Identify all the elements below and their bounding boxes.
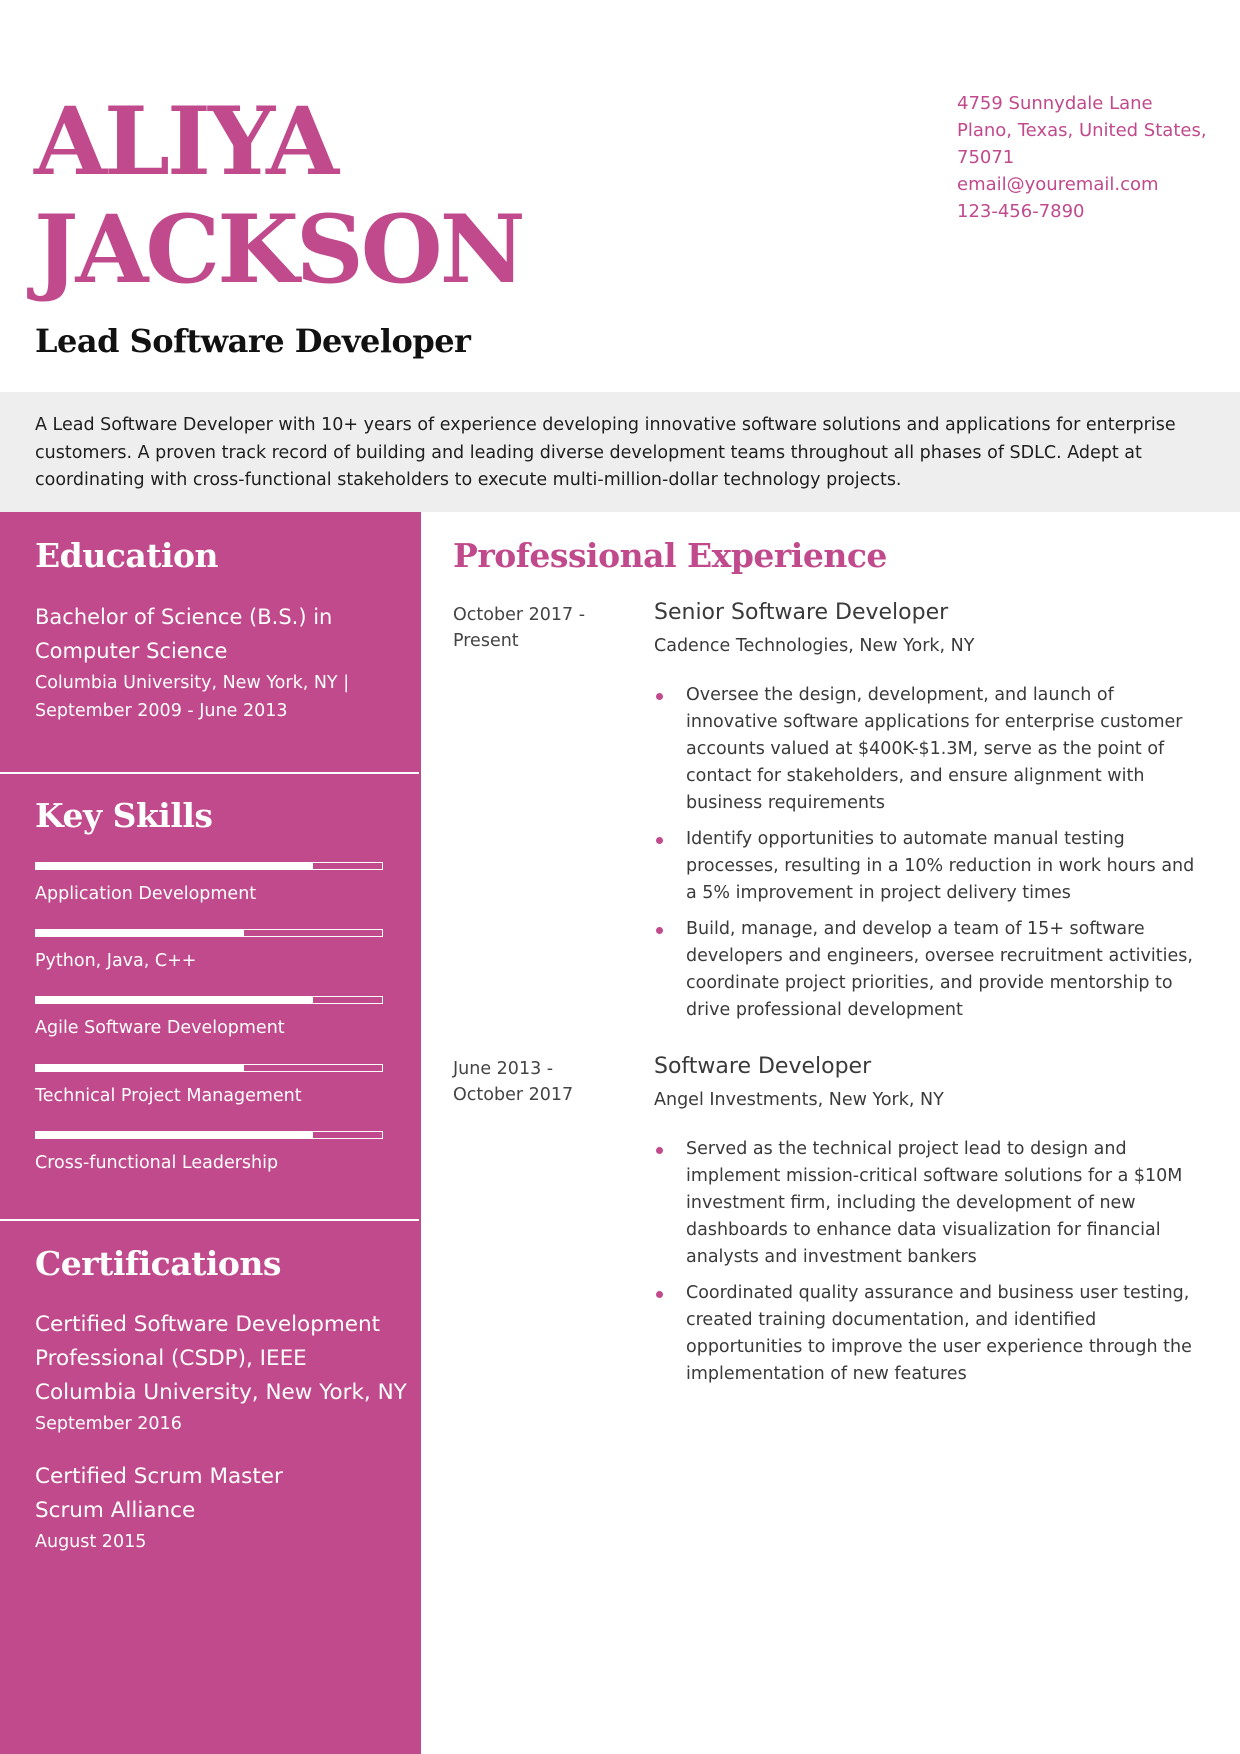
skill-item xyxy=(35,1064,385,1106)
certifications-heading: Certifications xyxy=(35,1244,281,1283)
job-title: Lead Software Developer xyxy=(35,322,471,360)
sidebar xyxy=(0,512,421,1754)
skill-bar xyxy=(35,862,383,870)
certification-date: August 2015 xyxy=(35,1532,147,1552)
job-bullet: Build, manage, and develop a team of 15+ software developers and engineers, oversee recruitment activities, coordinate project priorities, and provide mentorship to drive professional development xyxy=(654,916,1209,1024)
address-line-3: 75071 xyxy=(957,147,1015,168)
skill-bar-fill xyxy=(36,997,313,1003)
sidebar-divider xyxy=(0,1219,419,1221)
job-bullet: Served as the technical project lead to design and implement mission-critical software solutions for a $10M investment firm, including the development of new dashboards to enhance data visualization for financial analysts and investment bankers xyxy=(654,1136,1209,1271)
phone-text: 123-456-7890 xyxy=(957,201,1085,222)
certification-org: Scrum Alliance xyxy=(35,1498,196,1523)
skill-item xyxy=(35,929,385,971)
first-name: ALIYA xyxy=(34,87,337,197)
job-dates: October 2017 - Present xyxy=(453,605,586,651)
skill-label: Application Development xyxy=(35,884,257,904)
skill-bar-fill xyxy=(36,1132,313,1138)
skill-bar xyxy=(35,1064,383,1072)
certification-name: Certified Software Development Professional (CSDP), IEEE xyxy=(35,1312,381,1371)
contact-block xyxy=(957,90,1227,225)
address-line-2: Plano, Texas, United States, xyxy=(957,120,1207,141)
job-dates: June 2013 - October 2017 xyxy=(453,1059,574,1105)
skill-bar xyxy=(35,1131,383,1139)
job-bullet: Coordinated quality assurance and business user testing, created training documentation, and identified opportunities to improve the user experience through the implementation of new features xyxy=(654,1280,1209,1388)
education-dates: September 2009 - June 2013 xyxy=(35,701,288,721)
last-name: JACKSON xyxy=(34,195,523,305)
skill-label: Python, Java, C++ xyxy=(35,951,197,971)
education-degree: Bachelor of Science (B.S.) in Computer Science xyxy=(35,605,333,663)
email-text: email@youremail.com xyxy=(957,174,1159,195)
certification-item xyxy=(35,1308,415,1438)
sidebar-divider xyxy=(0,772,419,774)
summary-band xyxy=(0,392,1240,512)
job-role: Senior Software Developer xyxy=(654,600,949,625)
experience-heading: Professional Experience xyxy=(453,536,887,575)
job-bullet-list xyxy=(654,682,1209,1033)
skill-item xyxy=(35,862,385,904)
certification-date: September 2016 xyxy=(35,1414,182,1434)
skill-bar xyxy=(35,996,383,1004)
skill-item xyxy=(35,1131,385,1173)
summary-text: A Lead Software Developer with 10+ years of experience developing innovative software solutions and applications for enterprise customers. A proven track record of building and leading diverse development teams throughout all phases of SDLC. Adept at coordinating with cross-functional stakeholders to execute multi-million-dollar technology projects. xyxy=(35,415,1176,490)
job-role: Software Developer xyxy=(654,1054,872,1079)
skill-bar xyxy=(35,929,383,937)
education-school: Columbia University, New York, NY | xyxy=(35,673,350,693)
skill-label: Technical Project Management xyxy=(35,1086,302,1106)
job-bullet: Oversee the design, development, and launch of innovative software applications for enterprise customer accounts valued at $400K-$1.3M, serve as the point of contact for stakeholders, and ensure alignment with business requirements xyxy=(654,682,1209,817)
certification-org: Columbia University, New York, NY xyxy=(35,1380,407,1405)
skill-label: Agile Software Development xyxy=(35,1018,285,1038)
skill-bar-fill xyxy=(36,863,313,869)
job-company: Angel Investments, New York, NY xyxy=(654,1090,944,1110)
job-bullet: Identify opportunities to automate manual testing processes, resulting in a 10% reduction in work hours and a 5% improvement in project delivery times xyxy=(654,826,1209,907)
skill-bar-fill xyxy=(36,930,244,936)
job-company: Cadence Technologies, New York, NY xyxy=(654,636,975,656)
skills-heading: Key Skills xyxy=(35,796,213,835)
skill-item xyxy=(35,996,385,1038)
skill-label: Cross-functional Leadership xyxy=(35,1153,279,1173)
candidate-name xyxy=(34,88,523,304)
job-bullet-list xyxy=(654,1136,1209,1397)
certification-name: Certified Scrum Master xyxy=(35,1464,283,1489)
certification-item xyxy=(35,1460,415,1556)
education-heading: Education xyxy=(35,536,218,575)
skill-bar-fill xyxy=(36,1065,244,1071)
education-meta xyxy=(35,669,405,725)
address-line-1: 4759 Sunnydale Lane xyxy=(957,93,1153,114)
